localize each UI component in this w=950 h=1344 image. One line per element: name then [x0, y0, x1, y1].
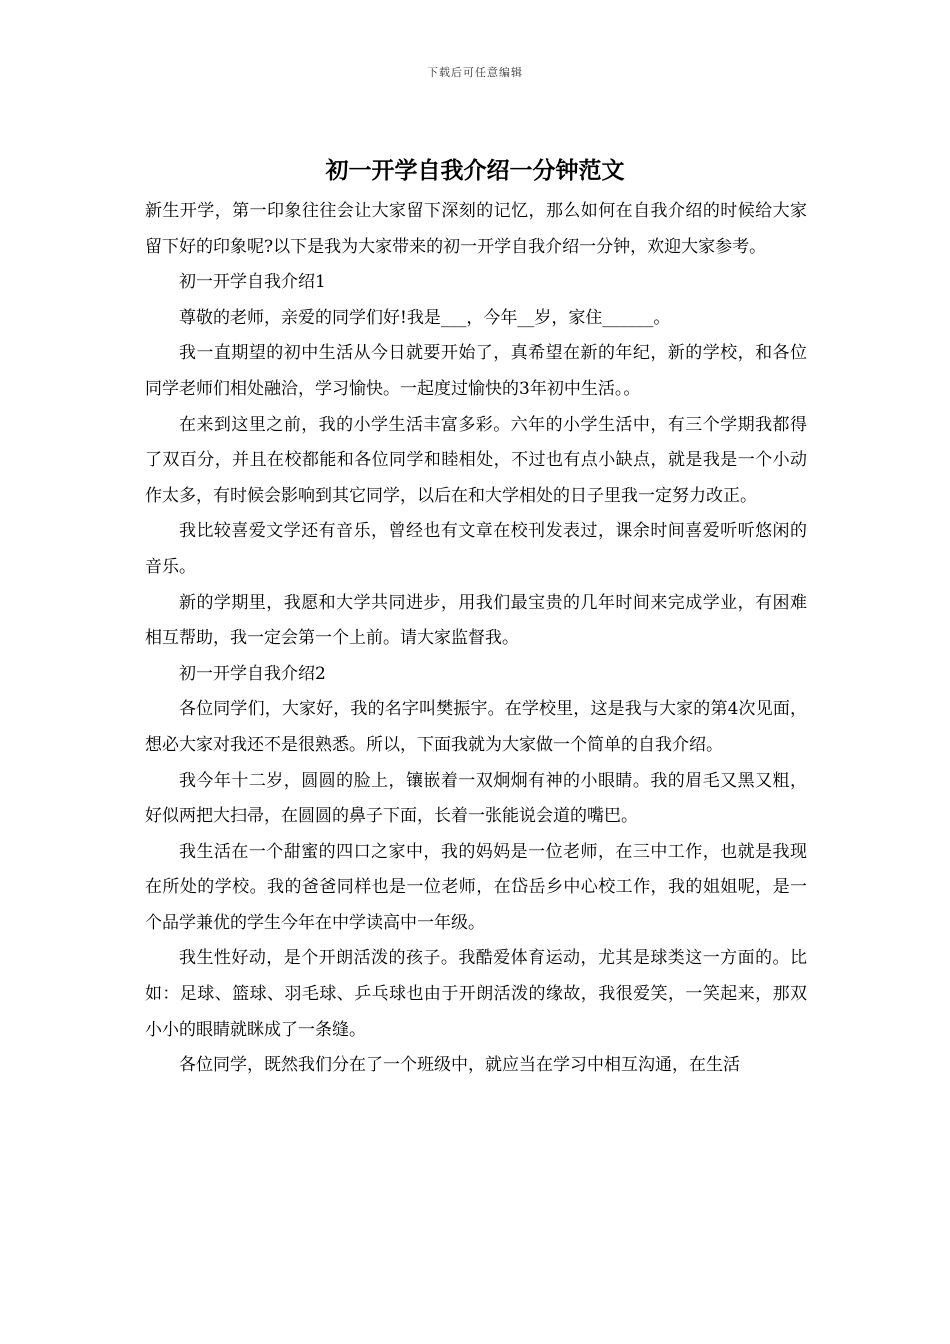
document-body	[145, 194, 807, 1084]
paragraph: 我一直期望的初中生活从今日就要开始了，真希望在新的年纪，新的学校，和各位同学老师们相处融洽，学习愉快。一起度过愉快的3年初中生活。。	[145, 343, 807, 399]
paragraph: 各位同学，既然我们分在了一个班级中，就应当在学习中相互沟通，在生活	[179, 1055, 740, 1076]
section-heading-1: 初一开学自我介绍1	[179, 272, 326, 293]
paragraph: 各位同学们，大家好，我的名字叫樊振宇。在学校里，这是我与大家的第4次见面，想必大家对我还不是很熟悉。所以，下面我就为大家做一个简单的自我介绍。	[145, 699, 807, 755]
paragraph: 我今年十二岁，圆圆的脸上，镶嵌着一双炯炯有神的小眼睛。我的眉毛又黑又粗，好似两把大扫帚，在圆圆的鼻子下面，长着一张能说会道的嘴巴。	[145, 770, 807, 827]
paragraph: 我生活在一个甜蜜的四口之家中，我的妈妈是一位老师，在三中工作，也就是我现在所处的学校。我的爸爸同样也是一位老师，在岱岳乡中心校工作，我的姐姐呢，是一个品学兼优的学生今年在中学读高中一年级。	[145, 841, 807, 933]
paragraph: 我比较喜爱文学还有音乐，曾经也有文章在校刊发表过，课余时间喜爱听听悠闲的音乐。	[145, 521, 807, 577]
header-note: 下载后可任意编辑	[427, 66, 523, 79]
document-title: 初一开学自我介绍一分钟范文	[325, 157, 625, 184]
paragraph: 尊敬的老师，亲爱的同学们好!我是___，今年__岁，家住______。	[179, 307, 671, 328]
section-heading-2: 初一开学自我介绍2	[179, 663, 326, 684]
intro-paragraph: 新生开学，第一印象往往会让大家留下深刻的记忆，那么如何在自我介绍的时候给大家留下好的印象呢?以下是我为大家带来的初一开学自我介绍一分钟，欢迎大家参考。	[145, 201, 807, 257]
paragraph: 新的学期里，我愿和大学共同进步，用我们最宝贵的几年时间来完成学业，有困难相互帮助，我一定会第一个上前。请大家监督我。	[145, 592, 807, 649]
paragraph: 我生性好动，是个开朗活泼的孩子。我酷爱体育运动，尤其是球类这一方面的。比如：足球、篮球、羽毛球、乒乓球也由于开朗活泼的缘故，我很爱笑，一笑起来，那双小小的眼睛就眯成了一条缝。	[145, 948, 807, 1040]
paragraph: 在来到这里之前，我的小学生活丰富多彩。六年的小学生活中，有三个学期我都得了双百分，并且在校都能和各位同学和睦相处，不过也有点小缺点，就是我是一个小动作太多，有时候会影响到其它同学，以后在和大学相处的日子里我一定努力改正。	[145, 414, 807, 506]
